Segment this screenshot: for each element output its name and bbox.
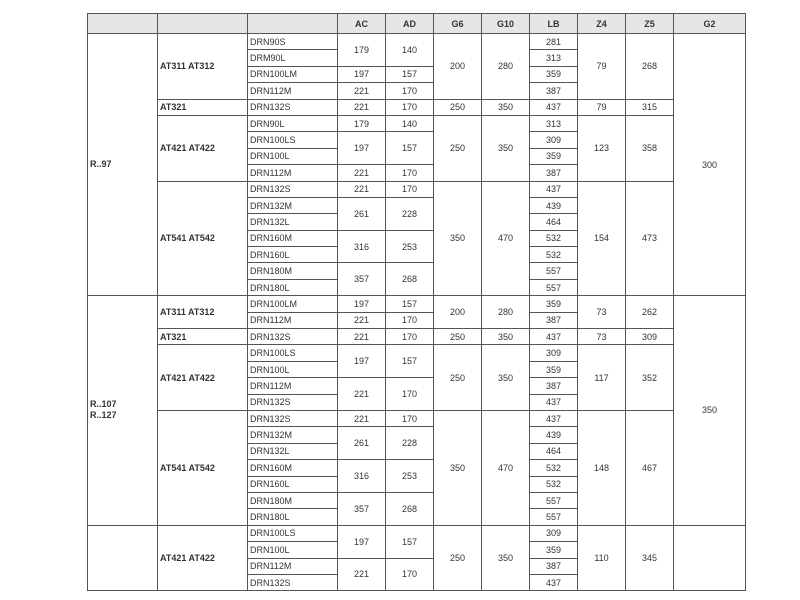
g10-cell: 350 <box>482 99 530 115</box>
z4-cell: 123 <box>578 115 626 181</box>
g6-cell: 250 <box>434 345 482 411</box>
z4-cell: 154 <box>578 181 626 296</box>
lb-cell: 309 <box>530 345 578 361</box>
ac-cell: 357 <box>338 263 386 296</box>
ad-cell: 170 <box>386 99 434 115</box>
lb-cell: 359 <box>530 66 578 82</box>
z5-cell: 262 <box>626 296 674 329</box>
lb-cell: 437 <box>530 394 578 410</box>
ac-cell: 316 <box>338 230 386 263</box>
table-body <box>88 34 746 591</box>
z4-cell: 117 <box>578 345 626 411</box>
motor-cell: DRN132L <box>248 214 338 230</box>
lb-cell: 557 <box>530 279 578 295</box>
z5-cell: 358 <box>626 115 674 181</box>
g6-cell: 200 <box>434 296 482 329</box>
z5-cell: 467 <box>626 410 674 525</box>
lb-cell: 387 <box>530 165 578 181</box>
gear-label: AT321 <box>158 329 248 345</box>
lb-cell: 532 <box>530 230 578 246</box>
ac-cell: 221 <box>338 558 386 591</box>
motor-cell: DRN100LM <box>248 66 338 82</box>
motor-cell: DRN132S <box>248 574 338 590</box>
ac-cell: 261 <box>338 427 386 460</box>
lb-cell: 439 <box>530 197 578 213</box>
header-cell-z4: Z4 <box>578 14 626 34</box>
table-row <box>88 99 746 115</box>
lb-cell: 439 <box>530 427 578 443</box>
lb-cell: 437 <box>530 574 578 590</box>
gear-label: AT421 AT422 <box>158 525 248 591</box>
header-cell-g10: G10 <box>482 14 530 34</box>
table-row <box>88 115 746 131</box>
g6-cell: 250 <box>434 329 482 345</box>
motor-cell: DRN112M <box>248 558 338 574</box>
ad-cell: 170 <box>386 378 434 411</box>
motor-cell: DRN180M <box>248 263 338 279</box>
header-cell <box>158 14 248 34</box>
group-label: R..107 R..127 <box>88 296 158 525</box>
g6-cell: 250 <box>434 99 482 115</box>
lb-cell: 437 <box>530 410 578 426</box>
ad-cell: 157 <box>386 132 434 165</box>
lb-cell: 387 <box>530 312 578 328</box>
motor-cell: DRM90L <box>248 50 338 66</box>
header-cell-ac: AC <box>338 14 386 34</box>
g10-cell: 350 <box>482 329 530 345</box>
lb-cell: 313 <box>530 115 578 131</box>
g6-cell: 350 <box>434 410 482 525</box>
motor-cell: DRN132S <box>248 410 338 426</box>
z5-cell: 309 <box>626 329 674 345</box>
motor-cell: DRN100LS <box>248 345 338 361</box>
ad-cell: 253 <box>386 460 434 493</box>
z4-cell: 73 <box>578 296 626 329</box>
header-cell <box>88 14 158 34</box>
ad-cell: 170 <box>386 312 434 328</box>
group-label: R..97 <box>88 34 158 296</box>
ad-cell: 253 <box>386 230 434 263</box>
motor-cell: DRN180M <box>248 492 338 508</box>
ad-cell: 170 <box>386 558 434 591</box>
gear-label: AT321 <box>158 99 248 115</box>
lb-cell: 557 <box>530 263 578 279</box>
table-row <box>88 345 746 361</box>
ad-cell: 228 <box>386 197 434 230</box>
z4-cell: 73 <box>578 329 626 345</box>
ac-cell: 197 <box>338 525 386 558</box>
motor-cell: DRN132M <box>248 197 338 213</box>
lb-cell: 309 <box>530 132 578 148</box>
motor-cell: DRN112M <box>248 165 338 181</box>
header-cell <box>248 14 338 34</box>
g10-cell: 350 <box>482 115 530 181</box>
ac-cell: 179 <box>338 34 386 67</box>
motor-cell: DRN132S <box>248 99 338 115</box>
ac-cell: 221 <box>338 99 386 115</box>
ad-cell: 268 <box>386 263 434 296</box>
group-label <box>88 525 158 591</box>
table-row <box>88 34 746 50</box>
motor-cell: DRN180L <box>248 279 338 295</box>
ac-cell: 221 <box>338 165 386 181</box>
dimension-table-container <box>87 13 746 591</box>
ad-cell: 157 <box>386 66 434 82</box>
lb-cell: 437 <box>530 99 578 115</box>
z4-cell: 79 <box>578 34 626 100</box>
z5-cell: 473 <box>626 181 674 296</box>
table-row <box>88 181 746 197</box>
lb-cell: 532 <box>530 247 578 263</box>
g10-cell: 280 <box>482 296 530 329</box>
motor-cell: DRN90L <box>248 115 338 131</box>
lb-cell: 464 <box>530 443 578 459</box>
ac-cell: 221 <box>338 329 386 345</box>
lb-cell: 437 <box>530 181 578 197</box>
table-row <box>88 410 746 426</box>
motor-cell: DRN132S <box>248 394 338 410</box>
g10-cell: 350 <box>482 345 530 411</box>
motor-cell: DRN100LS <box>248 132 338 148</box>
header-cell-z5: Z5 <box>626 14 674 34</box>
ad-cell: 170 <box>386 83 434 99</box>
g10-cell: 470 <box>482 410 530 525</box>
z5-cell: 315 <box>626 99 674 115</box>
z4-cell: 79 <box>578 99 626 115</box>
ac-cell: 221 <box>338 83 386 99</box>
header-cell-g2: G2 <box>674 14 746 34</box>
z5-cell: 345 <box>626 525 674 591</box>
gear-label: AT541 AT542 <box>158 410 248 525</box>
ac-cell: 197 <box>338 345 386 378</box>
lb-cell: 557 <box>530 492 578 508</box>
g10-cell: 280 <box>482 34 530 100</box>
table-row <box>88 525 746 541</box>
ad-cell: 140 <box>386 115 434 131</box>
lb-cell: 532 <box>530 476 578 492</box>
g10-cell: 470 <box>482 181 530 296</box>
motor-cell: DRN160L <box>248 247 338 263</box>
ad-cell: 170 <box>386 165 434 181</box>
ad-cell: 157 <box>386 345 434 378</box>
g10-cell: 350 <box>482 525 530 591</box>
table-row <box>88 296 746 312</box>
motor-cell: DRN132S <box>248 329 338 345</box>
lb-cell: 359 <box>530 542 578 558</box>
motor-cell: DRN100L <box>248 361 338 377</box>
ad-cell: 170 <box>386 410 434 426</box>
ac-cell: 316 <box>338 460 386 493</box>
motor-cell: DRN112M <box>248 312 338 328</box>
ad-cell: 157 <box>386 296 434 312</box>
ac-cell: 197 <box>338 132 386 165</box>
motor-cell: DRN180L <box>248 509 338 525</box>
lb-cell: 359 <box>530 148 578 164</box>
lb-cell: 359 <box>530 361 578 377</box>
motor-cell: DRN132M <box>248 427 338 443</box>
g6-cell: 200 <box>434 34 482 100</box>
ac-cell: 221 <box>338 410 386 426</box>
header-cell-g6: G6 <box>434 14 482 34</box>
table-header-row <box>88 14 746 34</box>
lb-cell: 387 <box>530 558 578 574</box>
ac-cell: 221 <box>338 181 386 197</box>
gear-label: AT311 AT312 <box>158 296 248 329</box>
z4-cell: 148 <box>578 410 626 525</box>
ad-cell: 170 <box>386 329 434 345</box>
table-row <box>88 329 746 345</box>
ac-cell: 357 <box>338 492 386 525</box>
motor-cell: DRN160L <box>248 476 338 492</box>
ad-cell: 170 <box>386 181 434 197</box>
motor-cell: DRN112M <box>248 378 338 394</box>
gear-label: AT421 AT422 <box>158 115 248 181</box>
header-cell-ad: AD <box>386 14 434 34</box>
ac-cell: 197 <box>338 296 386 312</box>
motor-cell: DRN100L <box>248 148 338 164</box>
lb-cell: 532 <box>530 460 578 476</box>
lb-cell: 437 <box>530 329 578 345</box>
lb-cell: 464 <box>530 214 578 230</box>
lb-cell: 313 <box>530 50 578 66</box>
lb-cell: 309 <box>530 525 578 541</box>
ac-cell: 261 <box>338 197 386 230</box>
lb-cell: 557 <box>530 509 578 525</box>
ac-cell: 179 <box>338 115 386 131</box>
g2-cell <box>674 525 746 591</box>
lb-cell: 281 <box>530 34 578 50</box>
motor-cell: DRN132S <box>248 181 338 197</box>
z4-cell: 110 <box>578 525 626 591</box>
motor-cell: DRN160M <box>248 230 338 246</box>
gear-label: AT541 AT542 <box>158 181 248 296</box>
motor-cell: DRN160M <box>248 460 338 476</box>
motor-cell: DRN90S <box>248 34 338 50</box>
lb-cell: 359 <box>530 296 578 312</box>
lb-cell: 387 <box>530 83 578 99</box>
ad-cell: 140 <box>386 34 434 67</box>
z5-cell: 268 <box>626 34 674 100</box>
motor-cell: DRN112M <box>248 83 338 99</box>
ac-cell: 221 <box>338 378 386 411</box>
ad-cell: 268 <box>386 492 434 525</box>
header-cell-lb: LB <box>530 14 578 34</box>
g2-cell: 350 <box>674 296 746 525</box>
ac-cell: 197 <box>338 66 386 82</box>
motor-cell: DRN100LS <box>248 525 338 541</box>
dimension-table <box>87 13 746 591</box>
motor-cell: DRN132L <box>248 443 338 459</box>
gear-label: AT311 AT312 <box>158 34 248 100</box>
z5-cell: 352 <box>626 345 674 411</box>
gear-label: AT421 AT422 <box>158 345 248 411</box>
ad-cell: 228 <box>386 427 434 460</box>
motor-cell: DRN100L <box>248 542 338 558</box>
g6-cell: 250 <box>434 525 482 591</box>
g2-cell: 300 <box>674 34 746 296</box>
ad-cell: 157 <box>386 525 434 558</box>
g6-cell: 350 <box>434 181 482 296</box>
lb-cell: 387 <box>530 378 578 394</box>
g6-cell: 250 <box>434 115 482 181</box>
motor-cell: DRN100LM <box>248 296 338 312</box>
ac-cell: 221 <box>338 312 386 328</box>
